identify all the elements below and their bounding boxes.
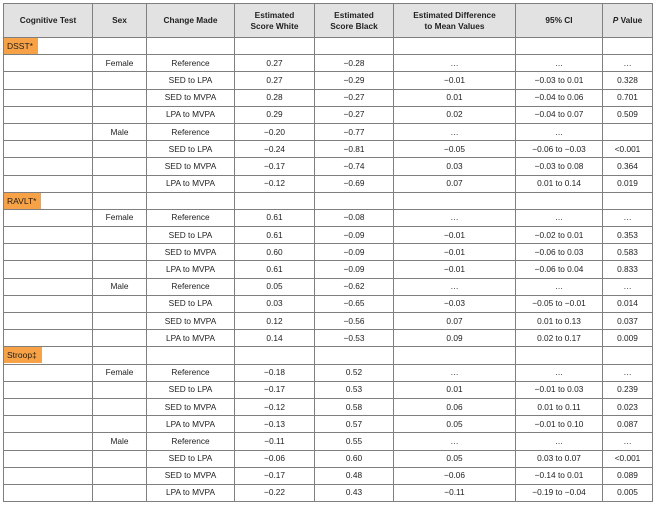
p-value-cell: 0.087 xyxy=(603,416,653,433)
table-row xyxy=(4,450,653,467)
change-made-cell: SED to LPA xyxy=(147,381,235,398)
score-black-cell: 0.43 xyxy=(315,484,394,501)
sex-cell xyxy=(93,158,147,175)
cognitive-test-cell xyxy=(4,364,93,381)
cognitive-test-cell xyxy=(4,416,93,433)
table-body xyxy=(4,38,653,502)
p-value-cell: <0.001 xyxy=(603,141,653,158)
ci-cell: … xyxy=(516,209,603,226)
estimated-difference-cell: … xyxy=(394,123,516,140)
sex-cell xyxy=(93,72,147,89)
table-row xyxy=(4,364,653,381)
estimated-difference-cell: −0.01 xyxy=(394,244,516,261)
section-row xyxy=(4,192,653,209)
change-made-cell: SED to LPA xyxy=(147,295,235,312)
score-white-cell: 0.27 xyxy=(235,55,315,72)
sex-cell: Male xyxy=(93,123,147,140)
table-row xyxy=(4,467,653,484)
p-value-cell xyxy=(603,123,653,140)
p-value-cell: 0.023 xyxy=(603,398,653,415)
p-value-cell: 0.701 xyxy=(603,89,653,106)
score-white-cell: 0.27 xyxy=(235,72,315,89)
change-made-cell: LPA to MVPA xyxy=(147,330,235,347)
score-black-cell: −0.69 xyxy=(315,175,394,192)
sex-cell: Female xyxy=(93,364,147,381)
cognitive-test-cell xyxy=(4,227,93,244)
table-row xyxy=(4,416,653,433)
sex-cell xyxy=(93,227,147,244)
ci-cell: … xyxy=(516,123,603,140)
table-row xyxy=(4,330,653,347)
estimated-difference-cell: −0.01 xyxy=(394,72,516,89)
empty-cell xyxy=(147,192,235,209)
estimated-difference-cell: −0.06 xyxy=(394,467,516,484)
change-made-cell: LPA to MVPA xyxy=(147,106,235,123)
estimated-difference-cell: 0.09 xyxy=(394,330,516,347)
ci-cell: −0.05 to −0.01 xyxy=(516,295,603,312)
change-made-cell: Reference xyxy=(147,123,235,140)
cognitive-test-cell xyxy=(4,484,93,501)
cognitive-test-cell xyxy=(4,295,93,312)
estimated-difference-cell: … xyxy=(394,278,516,295)
sex-cell xyxy=(93,450,147,467)
score-white-cell: 0.14 xyxy=(235,330,315,347)
ci-cell: 0.01 to 0.14 xyxy=(516,175,603,192)
p-value-cell: 0.009 xyxy=(603,330,653,347)
change-made-cell: SED to LPA xyxy=(147,227,235,244)
cognitive-test-cell xyxy=(4,141,93,158)
table-row xyxy=(4,175,653,192)
score-white-cell: −0.12 xyxy=(235,175,315,192)
cognitive-test-cell xyxy=(4,261,93,278)
ci-cell: −0.04 to 0.06 xyxy=(516,89,603,106)
estimated-difference-cell: … xyxy=(394,209,516,226)
empty-cell xyxy=(603,192,653,209)
ci-cell: −0.03 to 0.08 xyxy=(516,158,603,175)
ci-cell: … xyxy=(516,278,603,295)
score-black-cell: −0.28 xyxy=(315,55,394,72)
cognitive-test-cell xyxy=(4,433,93,450)
empty-cell xyxy=(147,347,235,364)
cognitive-test-cell xyxy=(4,278,93,295)
score-black-cell: 0.53 xyxy=(315,381,394,398)
estimated-difference-cell: … xyxy=(394,364,516,381)
empty-cell xyxy=(235,192,315,209)
sex-cell xyxy=(93,467,147,484)
cognitive-test-cell xyxy=(4,175,93,192)
change-made-cell: SED to MVPA xyxy=(147,313,235,330)
p-value-cell: 0.328 xyxy=(603,72,653,89)
sex-cell xyxy=(93,295,147,312)
sex-cell: Female xyxy=(93,55,147,72)
table-row xyxy=(4,433,653,450)
score-black-cell: −0.09 xyxy=(315,227,394,244)
change-made-cell: LPA to MVPA xyxy=(147,416,235,433)
score-black-cell: 0.52 xyxy=(315,364,394,381)
change-made-cell: SED to MVPA xyxy=(147,89,235,106)
p-value-cell: 0.239 xyxy=(603,381,653,398)
score-black-cell: 0.48 xyxy=(315,467,394,484)
p-value-cell: 0.509 xyxy=(603,106,653,123)
empty-cell xyxy=(516,192,603,209)
sex-cell: Female xyxy=(93,209,147,226)
table-row xyxy=(4,55,653,72)
empty-cell xyxy=(603,347,653,364)
empty-cell xyxy=(603,38,653,55)
cognitive-test-cell xyxy=(4,313,93,330)
p-value-cell: … xyxy=(603,55,653,72)
sex-cell xyxy=(93,313,147,330)
estimated-difference-cell: −0.11 xyxy=(394,484,516,501)
change-made-cell: SED to LPA xyxy=(147,450,235,467)
estimated-difference-cell: … xyxy=(394,55,516,72)
ci-cell: 0.02 to 0.17 xyxy=(516,330,603,347)
ci-cell: … xyxy=(516,55,603,72)
section-row xyxy=(4,38,653,55)
header-row xyxy=(4,4,653,38)
table-row xyxy=(4,278,653,295)
score-white-cell: 0.61 xyxy=(235,261,315,278)
p-value-cell: 0.833 xyxy=(603,261,653,278)
score-black-cell: −0.65 xyxy=(315,295,394,312)
score-black-cell: −0.56 xyxy=(315,313,394,330)
empty-cell xyxy=(516,38,603,55)
section-label: DSST* xyxy=(4,38,38,54)
ci-cell: −0.04 to 0.07 xyxy=(516,106,603,123)
score-black-cell: −0.62 xyxy=(315,278,394,295)
ci-cell: −0.14 to 0.01 xyxy=(516,467,603,484)
change-made-cell: SED to MVPA xyxy=(147,244,235,261)
ci-cell: … xyxy=(516,433,603,450)
score-white-cell: −0.12 xyxy=(235,398,315,415)
ci-cell: −0.02 to 0.01 xyxy=(516,227,603,244)
cognitive-test-cell xyxy=(4,398,93,415)
score-white-cell: −0.18 xyxy=(235,364,315,381)
table-row xyxy=(4,261,653,278)
header-sex: Sex xyxy=(93,4,147,38)
change-made-cell: Reference xyxy=(147,278,235,295)
empty-cell xyxy=(516,347,603,364)
cognitive-test-cell xyxy=(4,106,93,123)
ci-cell: 0.01 to 0.11 xyxy=(516,398,603,415)
p-value-cell: … xyxy=(603,364,653,381)
score-white-cell: 0.05 xyxy=(235,278,315,295)
sex-cell xyxy=(93,381,147,398)
score-white-cell: −0.20 xyxy=(235,123,315,140)
sex-cell xyxy=(93,89,147,106)
table-row xyxy=(4,381,653,398)
header-estimated-difference: Estimated Difference to Mean Values xyxy=(394,4,516,38)
table-row xyxy=(4,209,653,226)
change-made-cell: LPA to MVPA xyxy=(147,484,235,501)
p-value-cell: <0.001 xyxy=(603,450,653,467)
ci-cell: … xyxy=(516,364,603,381)
empty-cell xyxy=(394,192,516,209)
score-white-cell: −0.17 xyxy=(235,381,315,398)
estimated-difference-cell: 0.01 xyxy=(394,89,516,106)
sex-cell xyxy=(93,416,147,433)
section-label: Stroop‡ xyxy=(4,347,42,363)
section-label: RAVLT* xyxy=(4,193,41,209)
sex-cell xyxy=(93,106,147,123)
cognitive-test-cell xyxy=(4,55,93,72)
score-black-cell: −0.29 xyxy=(315,72,394,89)
p-value-cell: 0.019 xyxy=(603,175,653,192)
header-score-white: Estimated Score White xyxy=(235,4,315,38)
estimated-difference-cell: 0.05 xyxy=(394,416,516,433)
sex-cell xyxy=(93,398,147,415)
sex-cell xyxy=(93,244,147,261)
table-row xyxy=(4,398,653,415)
cognitive-test-cell xyxy=(4,209,93,226)
change-made-cell: SED to MVPA xyxy=(147,398,235,415)
p-value-cell: 0.364 xyxy=(603,158,653,175)
table-row xyxy=(4,313,653,330)
cognitive-test-cell xyxy=(4,450,93,467)
score-white-cell: 0.61 xyxy=(235,209,315,226)
ci-cell: 0.03 to 0.07 xyxy=(516,450,603,467)
score-black-cell: −0.81 xyxy=(315,141,394,158)
empty-cell xyxy=(394,347,516,364)
p-value-cell: 0.037 xyxy=(603,313,653,330)
empty-cell xyxy=(93,347,147,364)
score-black-cell: 0.57 xyxy=(315,416,394,433)
score-white-cell: −0.22 xyxy=(235,484,315,501)
score-black-cell: −0.74 xyxy=(315,158,394,175)
change-made-cell: SED to LPA xyxy=(147,141,235,158)
score-black-cell: −0.08 xyxy=(315,209,394,226)
change-made-cell: LPA to MVPA xyxy=(147,175,235,192)
empty-cell xyxy=(315,38,394,55)
change-made-cell: SED to LPA xyxy=(147,72,235,89)
ci-cell: −0.03 to 0.01 xyxy=(516,72,603,89)
table-row xyxy=(4,158,653,175)
ci-cell: −0.06 to 0.03 xyxy=(516,244,603,261)
empty-cell xyxy=(93,192,147,209)
section-cell xyxy=(4,347,93,364)
estimated-difference-cell: −0.05 xyxy=(394,141,516,158)
section-cell xyxy=(4,192,93,209)
score-black-cell: 0.58 xyxy=(315,398,394,415)
score-black-cell: −0.27 xyxy=(315,89,394,106)
table-row xyxy=(4,106,653,123)
p-value-cell: 0.014 xyxy=(603,295,653,312)
results-table xyxy=(3,3,653,502)
score-white-cell: 0.60 xyxy=(235,244,315,261)
score-black-cell: 0.60 xyxy=(315,450,394,467)
score-black-cell: −0.27 xyxy=(315,106,394,123)
empty-cell xyxy=(235,38,315,55)
header-cognitive-test: Cognitive Test xyxy=(4,4,93,38)
p-value-cell: 0.005 xyxy=(603,484,653,501)
cognitive-test-cell xyxy=(4,467,93,484)
sex-cell: Male xyxy=(93,433,147,450)
estimated-difference-cell: −0.03 xyxy=(394,295,516,312)
score-black-cell: −0.77 xyxy=(315,123,394,140)
table-row xyxy=(4,123,653,140)
score-white-cell: −0.24 xyxy=(235,141,315,158)
estimated-difference-cell: 0.03 xyxy=(394,158,516,175)
sex-cell xyxy=(93,141,147,158)
change-made-cell: Reference xyxy=(147,364,235,381)
empty-cell xyxy=(315,347,394,364)
cognitive-test-cell xyxy=(4,158,93,175)
ci-cell: −0.01 to 0.03 xyxy=(516,381,603,398)
header-change-made: Change Made xyxy=(147,4,235,38)
estimated-difference-cell: −0.01 xyxy=(394,261,516,278)
ci-cell: 0.01 to 0.13 xyxy=(516,313,603,330)
score-white-cell: −0.06 xyxy=(235,450,315,467)
empty-cell xyxy=(147,38,235,55)
ci-cell: −0.19 to −0.04 xyxy=(516,484,603,501)
ci-cell: −0.01 to 0.10 xyxy=(516,416,603,433)
estimated-difference-cell: … xyxy=(394,433,516,450)
sex-cell xyxy=(93,261,147,278)
empty-cell xyxy=(235,347,315,364)
empty-cell xyxy=(394,38,516,55)
ci-cell: −0.06 to 0.04 xyxy=(516,261,603,278)
change-made-cell: LPA to MVPA xyxy=(147,261,235,278)
sex-cell: Male xyxy=(93,278,147,295)
change-made-cell: Reference xyxy=(147,433,235,450)
header-p-value: P Value xyxy=(603,4,653,38)
cognitive-test-cell xyxy=(4,89,93,106)
score-white-cell: 0.03 xyxy=(235,295,315,312)
table-row xyxy=(4,244,653,261)
estimated-difference-cell: 0.07 xyxy=(394,313,516,330)
table-row xyxy=(4,141,653,158)
score-white-cell: −0.13 xyxy=(235,416,315,433)
p-value-cell: 0.353 xyxy=(603,227,653,244)
table-row xyxy=(4,295,653,312)
cognitive-test-cell xyxy=(4,123,93,140)
estimated-difference-cell: 0.01 xyxy=(394,381,516,398)
table-row xyxy=(4,484,653,501)
sex-cell xyxy=(93,484,147,501)
section-cell xyxy=(4,38,93,55)
cognitive-test-cell xyxy=(4,381,93,398)
p-value-cell: 0.089 xyxy=(603,467,653,484)
change-made-cell: SED to MVPA xyxy=(147,467,235,484)
table-row xyxy=(4,89,653,106)
p-value-cell: … xyxy=(603,278,653,295)
change-made-cell: Reference xyxy=(147,55,235,72)
estimated-difference-cell: 0.05 xyxy=(394,450,516,467)
header-score-black: Estimated Score Black xyxy=(315,4,394,38)
score-black-cell: −0.09 xyxy=(315,244,394,261)
sex-cell xyxy=(93,175,147,192)
estimated-difference-cell: 0.02 xyxy=(394,106,516,123)
empty-cell xyxy=(93,38,147,55)
score-white-cell: −0.17 xyxy=(235,158,315,175)
score-white-cell: 0.29 xyxy=(235,106,315,123)
p-value-cell: … xyxy=(603,209,653,226)
estimated-difference-cell: 0.06 xyxy=(394,398,516,415)
score-black-cell: 0.55 xyxy=(315,433,394,450)
estimated-difference-cell: −0.01 xyxy=(394,227,516,244)
table-row xyxy=(4,227,653,244)
table-row xyxy=(4,72,653,89)
score-black-cell: −0.09 xyxy=(315,261,394,278)
change-made-cell: Reference xyxy=(147,209,235,226)
score-white-cell: −0.11 xyxy=(235,433,315,450)
score-white-cell: −0.17 xyxy=(235,467,315,484)
header-ci: 95% CI xyxy=(516,4,603,38)
p-value-cell: … xyxy=(603,433,653,450)
estimated-difference-cell: 0.07 xyxy=(394,175,516,192)
p-value-cell: 0.583 xyxy=(603,244,653,261)
cognitive-test-cell xyxy=(4,72,93,89)
ci-cell: −0.06 to −0.03 xyxy=(516,141,603,158)
change-made-cell: SED to MVPA xyxy=(147,158,235,175)
score-white-cell: 0.28 xyxy=(235,89,315,106)
sex-cell xyxy=(93,330,147,347)
cognitive-test-cell xyxy=(4,244,93,261)
score-white-cell: 0.12 xyxy=(235,313,315,330)
section-row xyxy=(4,347,653,364)
score-black-cell: −0.53 xyxy=(315,330,394,347)
cognitive-test-cell xyxy=(4,330,93,347)
empty-cell xyxy=(315,192,394,209)
score-white-cell: 0.61 xyxy=(235,227,315,244)
